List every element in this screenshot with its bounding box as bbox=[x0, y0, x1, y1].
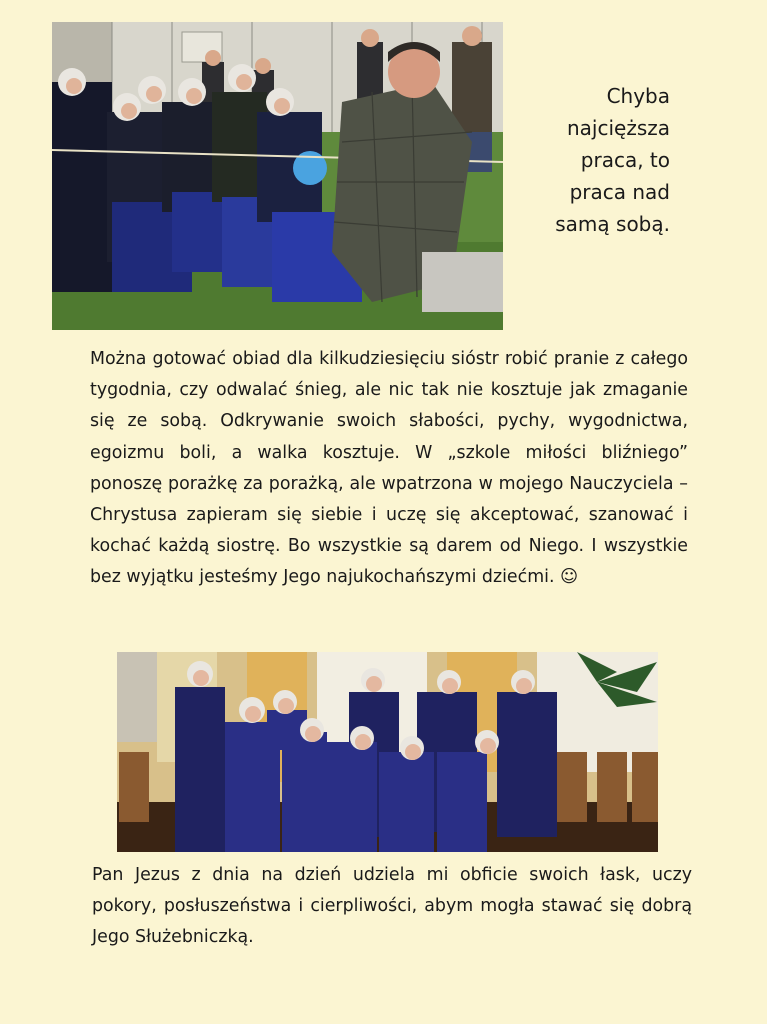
paragraph-1: Można gotować obiad dla kilkudziesięciu sióstr robić pranie z całego tygodnia, czy odwalać śnieg, ale nic tak nie kosztuje jak zmaganie się ze sobą. Odkrywanie swoich słabości, pychy, wygodnictwa, egoizmu boli, a walka kosztuje. W „szkole miłości bliźniego” ponoszę porażkę za porażką, ale wpatrzona w mojego Nauczyciela – Chrystusa zapieram się siebie i uczę się akceptować, szanować i kochać każdą siostrę. Bo wszystkie są darem od Niego. I wszystkie bez wyjątku jesteśmy Jego najukochańszymi dziećmi. ☺ bbox=[90, 349, 688, 588]
photo-group-sisters bbox=[117, 652, 658, 852]
quote-text: Chyba najcięższa praca, to praca nad samą sobą. bbox=[555, 84, 670, 236]
paragraph-2: Pan Jezus z dnia na dzień udziela mi obficie swoich łask, uczy pokory, posłuszeństwa i cierpliwości, abym mogła stawać się dobrą Jego Służebniczką. bbox=[92, 865, 692, 948]
photo-tug-of-war bbox=[52, 22, 503, 330]
